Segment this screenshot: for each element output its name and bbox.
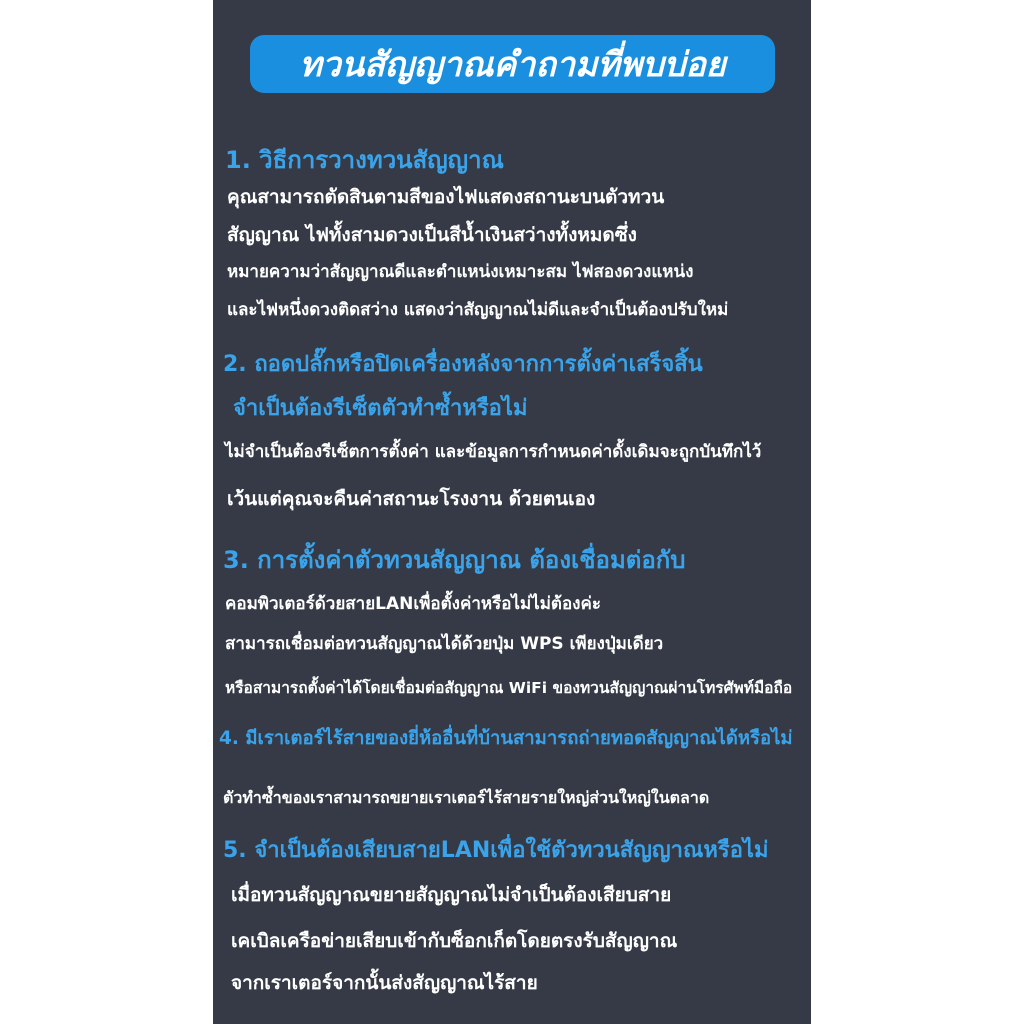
faq-1-answer-line-4: และไฟหนึ่งดวงติดสว่าง แสดงว่าสัญญาณไม่ดีและจำเป็นต้องปรับใหม่ xyxy=(227,300,729,320)
faq-5-answer-line-3: จากเราเตอร์จากนั้นส่งสัญญาณไร้สาย xyxy=(231,972,538,994)
faq-3-answer-line-2: สามารถเชื่อมต่อทวนสัญญาณได้ด้วยปุ่ม WPS เพียงปุ่มเดียว xyxy=(225,634,664,654)
faq-5-answer-line-1: เมื่อทวนสัญญาณขยายสัญญาณไม่จำเป็นต้องเสียบสาย xyxy=(231,884,672,906)
faq-5-answer-line-2: เคเบิลเครือข่ายเสียบเข้ากับซ็อกเก็ตโดยตรงรับสัญญาณ xyxy=(231,930,678,952)
faq-1-question: 1. วิธีการวางทวนสัญญาณ xyxy=(225,146,504,174)
faq-3-answer-line-1: คอมพิวเตอร์ด้วยสายLANเพื่อตั้งค่าหรือไม่ไม่ต้องค่ะ xyxy=(225,594,601,614)
faq-2-question-line-2: จำเป็นต้องรีเซ็ตตัวทำซ้ำหรือไม่ xyxy=(233,396,528,421)
title-banner xyxy=(250,35,775,93)
faq-1-answer-line-1: คุณสามารถตัดสินตามสีของไฟแสดงสถานะบนตัวทวน xyxy=(227,186,665,208)
faq-2-question-line-1: 2. ถอดปลั๊กหรือปิดเครื่องหลังจากการตั้งค่าเสร็จสิ้น xyxy=(223,352,703,377)
faq-3-question: 3. การตั้งค่าตัวทวนสัญญาณ ต้องเชื่อมต่อกับ xyxy=(223,546,686,574)
faq-panel xyxy=(213,0,811,1024)
faq-4-answer-line-1: ตัวทำซ้ำของเราสามารถขยายเราเตอร์ไร้สายรายใหญ่ส่วนใหญ่ในตลาด xyxy=(223,788,710,807)
faq-2-answer-line-2: เว้นแต่คุณจะคืนค่าสถานะโรงงาน ด้วยตนเอง xyxy=(227,488,596,510)
faq-2-answer-line-1: ไม่จำเป็นต้องรีเซ็ตการตั้งค่า และข้อมูลการกำหนดค่าดั้งเดิมจะถูกบันทึกไว้ xyxy=(225,442,762,462)
faq-1-answer-line-3: หมายความว่าสัญญาณดีและตำแหน่งเหมาะสม ไฟสองดวงแหน่ง xyxy=(227,262,694,282)
page-title: ทวนสัญญาณคำถามที่พบบ่อย xyxy=(299,45,726,85)
faq-3-answer-line-3: หรือสามารถตั้งค่าได้โดยเชื่อมต่อสัญญาณ WiFi ของทวนสัญญาณผ่านโทรศัพท์มือถือ xyxy=(225,679,793,697)
faq-4-question: 4. มีเราเตอร์ไร้สายของยี่ห้ออื่นที่บ้านสามารถถ่ายทอดสัญญาณได้หรือไม่ xyxy=(219,728,793,749)
faq-5-question: 5. จำเป็นต้องเสียบสายLANเพื่อใช้ตัวทวนสัญญาณหรือไม่ xyxy=(223,838,769,863)
faq-1-answer-line-2: สัญญาณ ไฟทั้งสามดวงเป็นสีน้ำเงินสว่างทั้งหมดซึ่ง xyxy=(227,224,637,246)
